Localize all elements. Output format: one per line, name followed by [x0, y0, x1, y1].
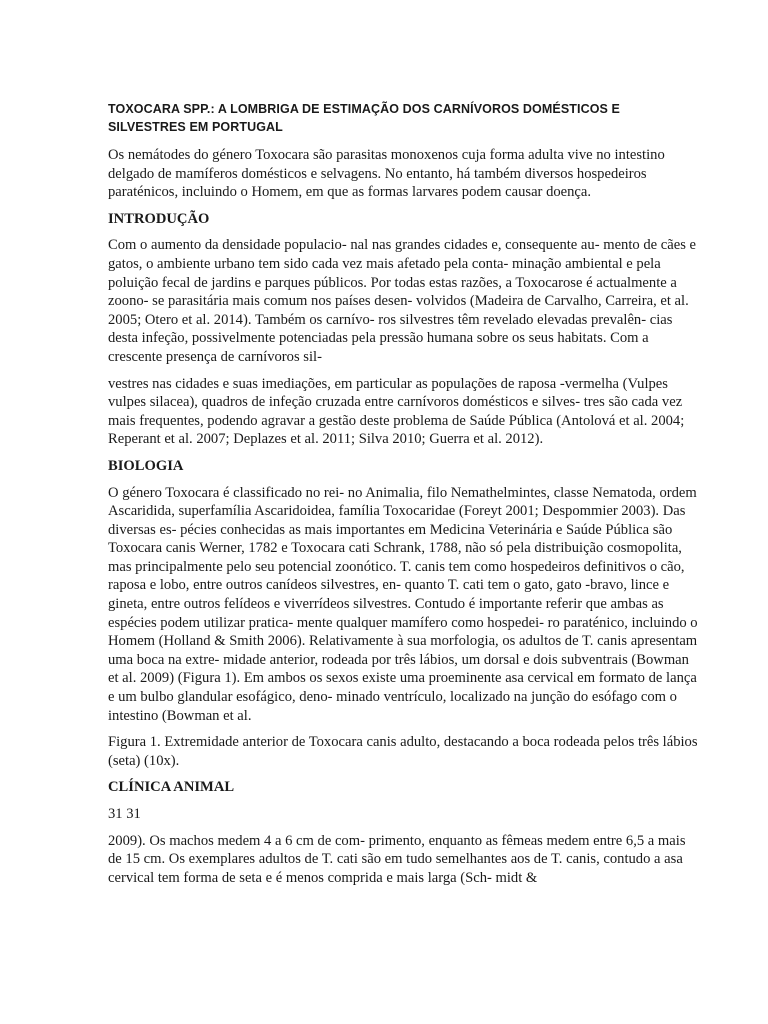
document-title: TOXOCARA SPP.: A LOMBRIGA DE ESTIMAÇÃO DOS CARNÍVOROS DOMÉSTICOS E SILVESTRES EM PORTUGAL: [108, 102, 620, 134]
intro-paragraph-1: Com o aumento da densidade populacio- nal nas grandes cidades e, consequente au- mento de cães e gatos, o ambiente urbano tem sido cada vez mais afetado pela conta- minação ambiental e pela poluição fecal de jardins e parques públicos. Por todas estas razões, a Toxocarose é actualmente a zoono- se parasitária mais comum nos países desen- volvidos (Madeira de Carvalho, Carreira, et al. 2005; Otero et al. 2014). Também os carnívo- ros silvestres têm revelado elevadas prevalên- cias desta infeção, possivelmente potenciadas pela pressão humana sobre os seus habitats. Com a crescente presença de carnívoros sil-: [108, 237, 696, 365]
abstract-paragraph: Os nemátodes do género Toxocara são parasitas monoxenos cuja forma adulta vive no intestino delgado de mamíferos domésticos e selvagens. No entanto, há também diversos hospedeiros paraténicos, incluindo o Homem, em que as formas larvares podem causar doença.: [108, 147, 665, 201]
biology-paragraph: O género Toxocara é classificado no rei- no Animalia, filo Nemathelmintes, classe Nematoda, ordem Ascaridida, superfamília Ascaridoidea, família Toxocaridae (Foreyt 2001; Despommier 2003). Das diversas es- pécies conhecidas as mais importantes em Medicina Veterinária e Saúde Pública são Toxocara canis Werner, 1782 e Toxocara cati Schrank, 1788, não só pela distribuição cosmopolita, mas principalmente pelo seu potencial zoonótico. T. canis tem como hospedeiros definitivos o cão, raposa e lobo, entre outros canídeos silvestres, en- quanto T. cati tem o gato, gato -bravo, lince e gineta, entre outros felídeos e viverrídeos silvestres. Contudo é importante referir que ambas as espécies podem utilizar pratica- mente qualquer mamífero como hospedei- ro paraténico, incluindo o Homem (Holland & Smith 2006). Relativamente à sua morfologia, os adultos de T. canis apresentam uma boca na extre- midade anterior, rodeada por três lábios, um dorsal e dois subventrais (Bowman et al. 2009) (Figura 1). Em ambos os sexos existe uma proeminente asa cervical em formato de lança e um bulbo glandular esofágico, deno- minado ventrículo, localizado na junção do esófago com o intestino (Bowman et al.: [108, 484, 698, 724]
section-heading-introducao: INTRODUÇÃO: [108, 210, 210, 227]
section-heading-biologia: BIOLOGIA: [108, 457, 184, 474]
figure-caption: Figura 1. Extremidade anterior de Toxocara canis adulto, destacando a boca rodeada pelos três lábios (seta) (10x).: [108, 734, 698, 769]
intro-paragraph-2: vestres nas cidades e suas imediações, em particular as populações de raposa -vermelha (Vulpes vulpes silacea), quadros de infeção cruzada entre carnívoros domésticos e silves- tres são cada vez mais frequentes, podendo agravar a gestão deste problema de Saúde Pública (Antolová et al. 2004; Reperant et al. 2007; Deplazes et al. 2011; Silva 2010; Guerra et al. 2012).: [108, 375, 685, 448]
page-numbers: 31 31: [108, 806, 141, 822]
document-page: [108, 100, 698, 895]
section-heading-clinica-animal: CLÍNICA ANIMAL: [108, 779, 235, 796]
final-paragraph: 2009). Os machos medem 4 a 6 cm de com- primento, enquanto as fêmeas medem entre 6,5 a mais de 15 cm. Os exemplares adultos de T. cati são em tudo semelhantes aos de T. canis, contudo a asa cervical tem forma de seta e é menos comprida e mais larga (Sch- midt &: [108, 832, 686, 886]
